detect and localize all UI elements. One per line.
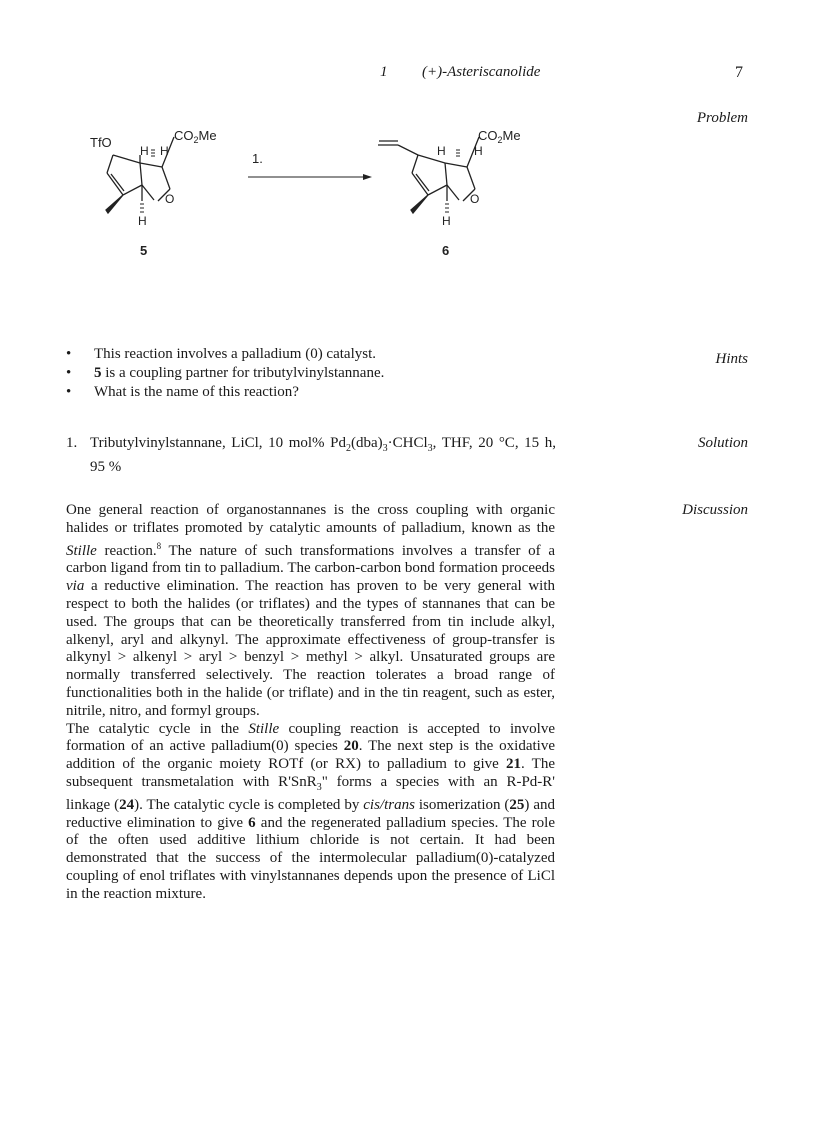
side-label-hints: Hints — [715, 351, 748, 367]
side-label-discussion: Discussion — [682, 502, 748, 518]
reaction-scheme — [80, 115, 560, 265]
chapter-title: (+)-Asteriscanolide — [422, 64, 541, 80]
discussion-paragraph-2: The catalytic cycle in the Stille coupling reaction is accepted to involve formation of an active palladium(0) species 20. The next step is the oxidative addition of the organic moiety ROTf (or RX) to palladium to give 21. The subsequent transmetalation with R'SnR$_3$" forms a species with an R-Pd-R' linkage (24). The catalytic cycle is completed by cis/trans isomerization (25) and reductive elimination to give 6 and the regenerated palladium species. The role of the often used additive lithium chloride is not certain. It had been demonstrated that the success of the intermolecular palladium(0)-catalyzed coupling of enol triflates with vinylstannanes depends upon the presence of LiCl in the reaction mixture. — [66, 720, 555, 902]
compound-5-number: 5 — [140, 243, 148, 258]
product-ring-o: O — [470, 192, 480, 206]
hint-item — [66, 345, 586, 364]
reactant-tfo-label: TfO — [90, 135, 112, 150]
bullet-icon: • — [66, 365, 72, 381]
product-h-bottom: H — [442, 214, 451, 228]
bullet-icon: • — [66, 346, 72, 362]
reaction-arrow-head — [363, 174, 372, 180]
solution-text: Tributylvinylstannane, LiCl, 10 mol% $Pd_2(dba)_3\cdot CHCl_3$, THF, 20 °C, 15 h, 95 % — [90, 435, 557, 475]
hint-compound-ref: 5 — [94, 365, 102, 381]
arrow-label: 1. — [252, 151, 263, 166]
product-structure — [378, 137, 479, 213]
bullet-icon: • — [66, 384, 72, 400]
hints-list — [66, 345, 586, 402]
chapter-number: 1 — [380, 64, 388, 80]
solution-block — [66, 434, 556, 476]
reactant-h-right: H — [160, 144, 169, 158]
product-h-right: H — [474, 144, 483, 158]
product-h-left: H — [437, 144, 446, 158]
reactant-ring-o: O — [165, 192, 175, 206]
side-label-solution: Solution — [697, 435, 748, 451]
reactant-h-bottom: H — [138, 214, 147, 228]
discussion-paragraph-1: One general reaction of organostannanes is the cross coupling with organic halides or triflates promoted by catalytic amounts of palladium, known as the Stille reaction.$^8$ The nature of such transformations involves a transfer of a carbon ligand from tin to palladium. The carbon-carbon bond formation proceeds via a reductive elimination. The reaction has proven to be very general with respect to both the halides (or triflates) and the types of stannanes that can be used. The groups that can be theoretically transferred from tin include alkyl, alkenyl, aryl and alkynyl. The approximate effectiveness of group-transfer is alkynyl > alkenyl > aryl > benzyl > methyl > alkyl. Unsaturated groups are normally transferred selectively. The reaction tolerates a broad range of functionalities both in the halide (or triflate) and in the tin reagent, such as ester, nitrile, nitro, and formyl groups. — [66, 502, 556, 719]
hint-item — [66, 383, 586, 402]
hint-text: What is the name of this reaction? — [94, 384, 299, 400]
reactant-ester-label: $CO_2Me$ — [174, 128, 217, 145]
side-label-problem: Problem — [696, 110, 748, 126]
hint-text: This reaction involves a palladium (0) catalyst. — [94, 346, 376, 362]
compound-6-number: 6 — [442, 243, 450, 258]
page-number: 7 — [735, 64, 743, 81]
hint-item — [66, 364, 586, 383]
solution-number: 1. — [66, 435, 78, 451]
discussion-text — [66, 502, 555, 904]
product-ester-label: $CO_2Me$ — [478, 128, 521, 145]
hint-text-rest: is a coupling partner for tributylvinylstannane. — [101, 365, 385, 381]
reactant-h-left: H — [140, 144, 149, 158]
